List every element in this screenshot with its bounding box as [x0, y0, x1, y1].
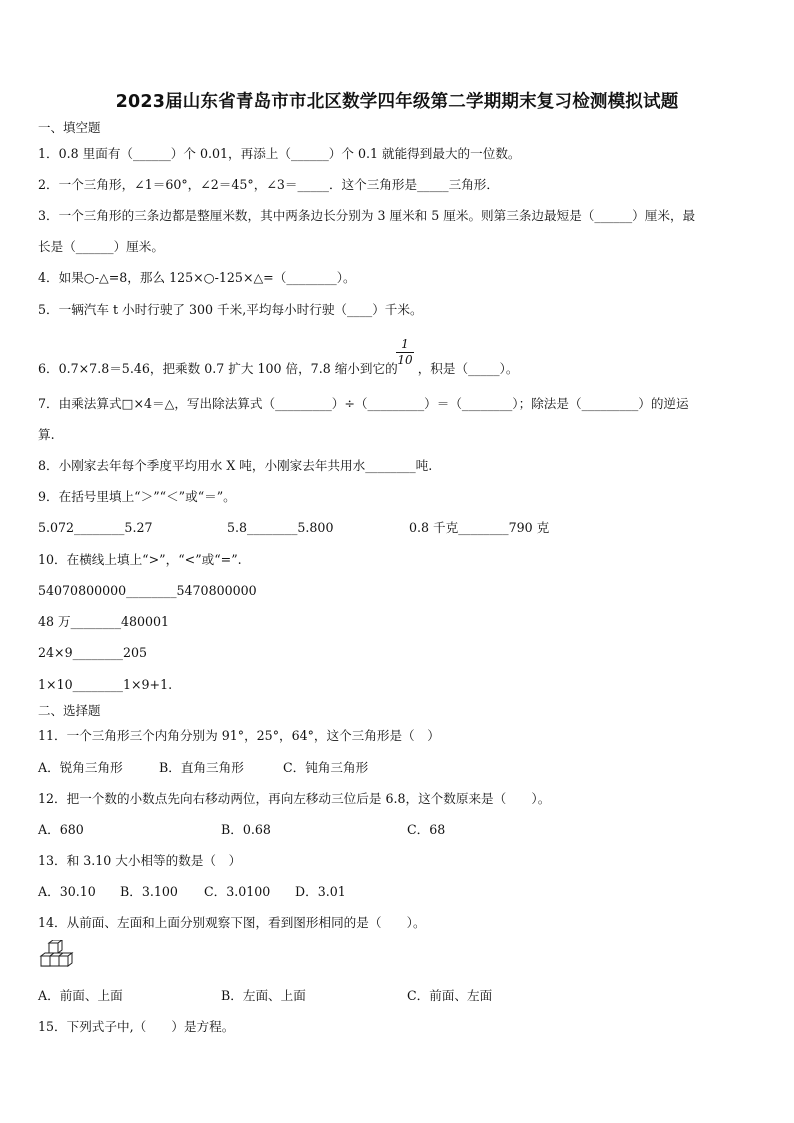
q12-option-c: C．68	[407, 822, 446, 837]
question-14: 14．从前面、左面和上面分别观察下图，看到图形相同的是（ ）。	[38, 915, 426, 930]
question-14-options	[38, 988, 492, 1004]
section-choice-heading: 二、选择题	[38, 703, 101, 718]
question-4: 4．如果○-△=8，那么 125×○-125×△=（________）。	[38, 270, 356, 285]
question-3-line-2: 长是（______）厘米。	[38, 239, 164, 254]
q10-item-1: 54070800000________5470800000	[38, 583, 257, 598]
q13-option-d: D．3.01	[295, 884, 346, 899]
question-6	[38, 361, 518, 377]
question-7-line-1: 7．由乘法算式□×4＝△，写出除法算式（_________）÷（_________）＝（________）；除法是（_________）的逆运	[38, 396, 689, 411]
question-11-options	[38, 760, 368, 776]
q10-item-3: 24×9________205	[38, 645, 148, 660]
q10-item-2: 48 万________480001	[38, 614, 170, 629]
question-13: 13．和 3.10 大小相等的数是（ ）	[38, 853, 242, 868]
question-9: 9．在括号里填上“＞”“＜”或“＝”。	[38, 489, 236, 504]
question-12-options	[38, 822, 445, 838]
question-12: 12．把一个数的小数点先向右移动两位，再向左移动三位后是 6.8，这个数原来是（ ）。	[38, 791, 551, 806]
question-13-options	[38, 884, 346, 900]
q14-option-a: A．前面、上面	[38, 988, 123, 1003]
q14-option-c: C．前面、左面	[407, 988, 493, 1003]
q10-item-4: 1×10________1×9+1.	[38, 677, 173, 692]
q9-item-1: 5.072________5.27	[38, 520, 153, 535]
q14-option-b: B．左面、上面	[221, 988, 306, 1003]
question-9-items	[38, 520, 549, 536]
question-5: 5．一辆汽车 t 小时行驶了 300 千米,平均每小时行驶（____）千米。	[38, 302, 423, 317]
question-3-line-1: 3．一个三角形的三条边都是整厘米数，其中两条边长分别为 3 厘米和 5 厘米。则第三条边最短是（______）厘米，最	[38, 208, 696, 223]
q9-item-2: 5.8________5.800	[227, 520, 334, 535]
question-6-text-before: 6．0.7×7.8＝5.46，把乘数 0.7 扩大 100 倍，7.8 缩小到它的	[38, 361, 398, 376]
q13-option-b: B．3.100	[120, 884, 178, 899]
question-6-text-after: ，积是（_____）。	[417, 361, 519, 376]
question-11: 11．一个三角形三个内角分别为 91°，25°，64°，这个三角形是（ ）	[38, 728, 440, 743]
page-title: 2023届山东省青岛市市北区数学四年级第二学期期末复习检测模拟试题	[115, 92, 679, 112]
q13-option-c: C．3.0100	[204, 884, 271, 899]
fraction-one-tenth	[396, 338, 414, 367]
q12-option-a: A．680	[38, 822, 84, 837]
question-10: 10．在横线上填上“>”，“<”或“=”.	[38, 552, 242, 567]
question-2: 2．一个三角形，∠1＝60°，∠2＝45°，∠3＝_____．这个三角形是_____三角形．	[38, 177, 499, 192]
fraction-numerator: 1	[401, 337, 409, 351]
q11-option-c: C．钝角三角形	[283, 760, 369, 775]
q11-option-b: B．直角三角形	[159, 760, 244, 775]
question-7-line-2: 算.	[38, 427, 55, 442]
q12-option-b: B．0.68	[221, 822, 271, 837]
fraction-denominator: 10	[397, 353, 413, 367]
cube-stack-figure	[38, 940, 74, 974]
question-1: 1．0.8 里面有（______）个 0.01，再添上（______）个 0.1 就能得到最大的一位数。	[38, 146, 521, 161]
q9-item-3: 0.8 千克________790 克	[409, 520, 550, 535]
question-15: 15．下列式子中,（ ）是方程。	[38, 1019, 235, 1034]
q11-option-a: A．锐角三角形	[38, 760, 123, 775]
q13-option-a: A．30.10	[38, 884, 96, 899]
section-fill-heading: 一、填空题	[38, 120, 101, 135]
question-8: 8．小刚家去年每个季度平均用水 X 吨，小刚家去年共用水________吨.	[38, 458, 433, 473]
